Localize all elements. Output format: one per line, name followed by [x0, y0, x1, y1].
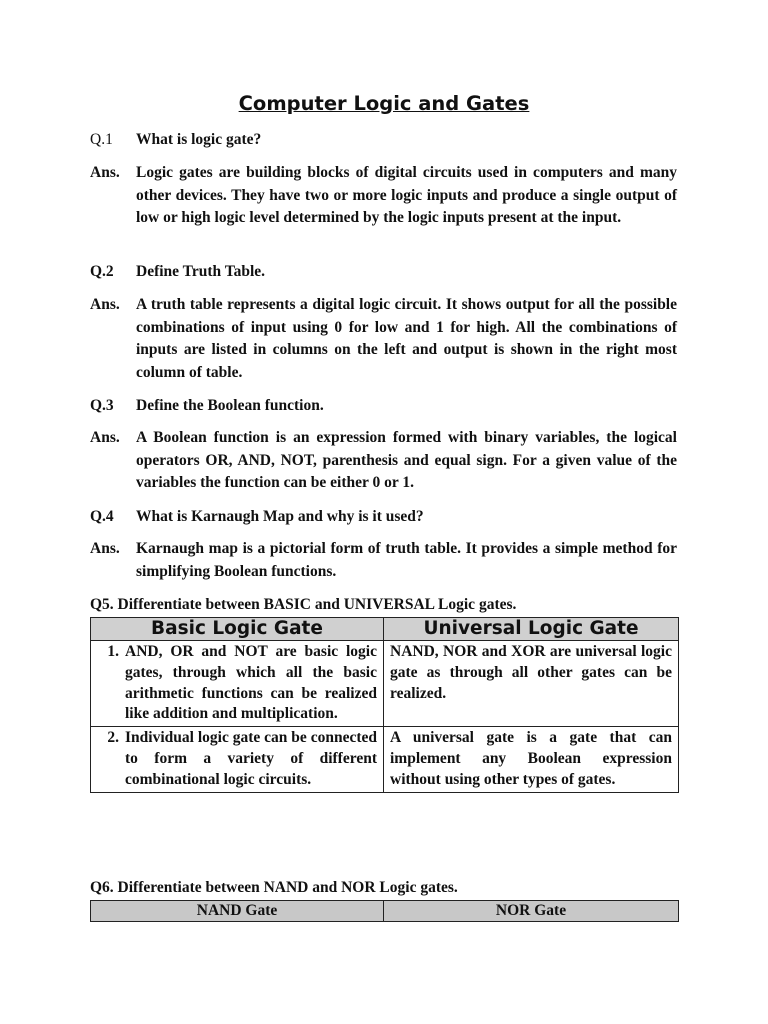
nand-vs-nor-table	[90, 900, 679, 922]
answer-label: Ans.	[90, 296, 120, 313]
question-2	[90, 261, 677, 284]
table-row	[91, 727, 679, 792]
question-text: What is logic gate?	[136, 131, 262, 148]
question-label: Q.3	[90, 397, 114, 414]
cell-text: Individual logic gate can be connected to form a variety of different combinational logic circuits.	[125, 729, 377, 788]
answer-label: Ans.	[90, 429, 120, 446]
question-label: Q.1	[90, 131, 113, 148]
answer-label: Ans.	[90, 540, 120, 557]
question-4	[90, 506, 677, 529]
column-header: NAND Gate	[91, 901, 384, 922]
cell-text: NAND, NOR and XOR are universal logic gate as through all other gates can be realized.	[390, 643, 672, 702]
cell-text: A universal gate is a gate that can implement any Boolean expression without using other types of gates.	[390, 729, 672, 788]
question-label: Q.2	[90, 263, 114, 280]
answer-1	[90, 162, 677, 230]
column-header: Basic Logic Gate	[91, 618, 384, 641]
answer-text: A Boolean function is an expression formed with binary variables, the logical operators OR, AND, NOT, parenthesis and equal sign. For a given value of the variables the function can be either 0 or 1.	[136, 429, 677, 491]
question-label: Q.4	[90, 508, 114, 525]
item-number: 2.	[107, 729, 119, 747]
answer-text: A truth table represents a digital logic circuit. It shows output for all the possible combinations of input using 0 for low and 1 for high. All the combinations of inputs are listed in columns on the left and output is shown in the right most column of table.	[136, 296, 677, 381]
page-title: Computer Logic and Gates	[238, 92, 530, 115]
table-cell	[91, 727, 384, 792]
answer-4	[90, 538, 677, 583]
item-number: 1.	[107, 643, 119, 660]
table-cell	[384, 641, 679, 727]
table-row	[91, 641, 679, 727]
table-cell	[384, 727, 679, 792]
q5-heading: Q5. Differentiate between BASIC and UNIVERSAL Logic gates.	[90, 596, 517, 613]
question-3	[90, 395, 677, 418]
answer-label: Ans.	[90, 164, 120, 181]
column-header: NOR Gate	[384, 901, 679, 922]
answer-text: Logic gates are building blocks of digital circuits used in computers and many other devices. They have two or more logic inputs and produce a single output of low or high logic level determined by the logic inputs present at the input.	[136, 164, 677, 226]
question-1	[90, 129, 677, 152]
question-text: Define Truth Table.	[136, 263, 266, 280]
answer-3	[90, 427, 677, 495]
q6-heading: Q6. Differentiate between NAND and NOR Logic gates.	[90, 879, 458, 896]
column-header: Universal Logic Gate	[384, 618, 679, 641]
basic-vs-universal-table	[90, 617, 679, 793]
answer-2	[90, 294, 677, 384]
cell-text: AND, OR and NOT are basic logic gates, through which all the basic arithmetic functions can be realized like addition and multiplication.	[125, 643, 377, 723]
answer-text: Karnaugh map is a pictorial form of truth table. It provides a simple method for simplifying Boolean functions.	[136, 540, 677, 580]
question-text: What is Karnaugh Map and why is it used?	[136, 508, 424, 525]
question-text: Define the Boolean function.	[136, 397, 324, 414]
table-cell	[91, 641, 384, 727]
